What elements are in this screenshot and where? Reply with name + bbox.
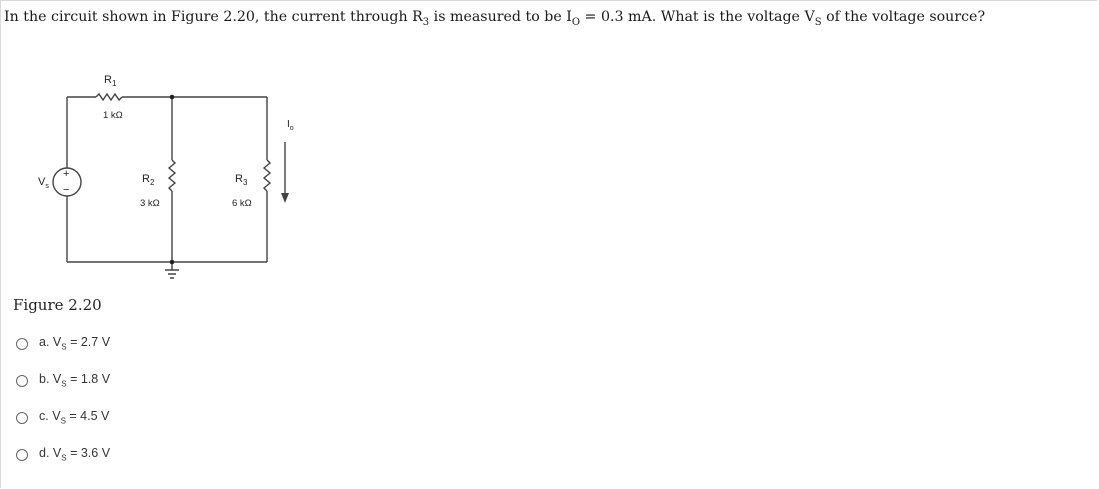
r3-label: $R_3$: [235, 173, 248, 187]
question-text: [4, 9, 985, 28]
question-part: of the voltage source?: [821, 9, 986, 25]
question-sub-io: O: [571, 16, 581, 28]
source-plus: +: [63, 168, 70, 180]
figure-caption: Figure 2.20: [13, 296, 102, 314]
ground-symbol: [165, 262, 179, 278]
option-label: a. $V_S = 2.7$ V: [39, 335, 111, 352]
option-b[interactable]: [16, 362, 110, 399]
node-dot: [170, 95, 175, 100]
option-d[interactable]: [16, 436, 110, 473]
node-dot: [170, 260, 175, 265]
r1-value: 1 kΩ: [103, 110, 123, 121]
r2-label: $R_2$: [142, 173, 155, 187]
r2-value: 3 kΩ: [140, 198, 160, 209]
vs-label: $V_s$: [38, 176, 49, 190]
option-label: b. $V_S = 1.8$ V: [39, 372, 111, 389]
radio-button[interactable]: [16, 375, 28, 387]
r3-resistor: [264, 160, 270, 191]
question-part: is measured to be I: [429, 9, 572, 25]
r3-value: 6 kΩ: [232, 198, 252, 209]
question-part: In the circuit shown in Figure 2.20, the current through R: [4, 9, 423, 25]
circuit-diagram: [0, 60, 320, 290]
r2-resistor: [169, 160, 175, 191]
radio-button[interactable]: [16, 449, 28, 461]
answer-options: [16, 325, 110, 473]
radio-button[interactable]: [16, 412, 28, 424]
current-arrow-head: [281, 193, 289, 203]
source-minus: −: [63, 184, 70, 196]
question-part: = 0.3 mA. What is the voltage V: [580, 9, 815, 25]
option-label: c. $V_S = 4.5$ V: [39, 409, 110, 426]
io-label: $I_o$: [287, 119, 294, 132]
option-c[interactable]: [16, 399, 110, 436]
r1-label: $R_1$: [104, 74, 117, 88]
r1-resistor: [96, 94, 122, 100]
option-a[interactable]: [16, 325, 110, 362]
question-sub-vs: S: [814, 16, 822, 28]
radio-button[interactable]: [16, 338, 28, 350]
option-label: d. $V_S = 3.6$ V: [39, 446, 111, 463]
question-sub-r3: 3: [422, 16, 430, 28]
